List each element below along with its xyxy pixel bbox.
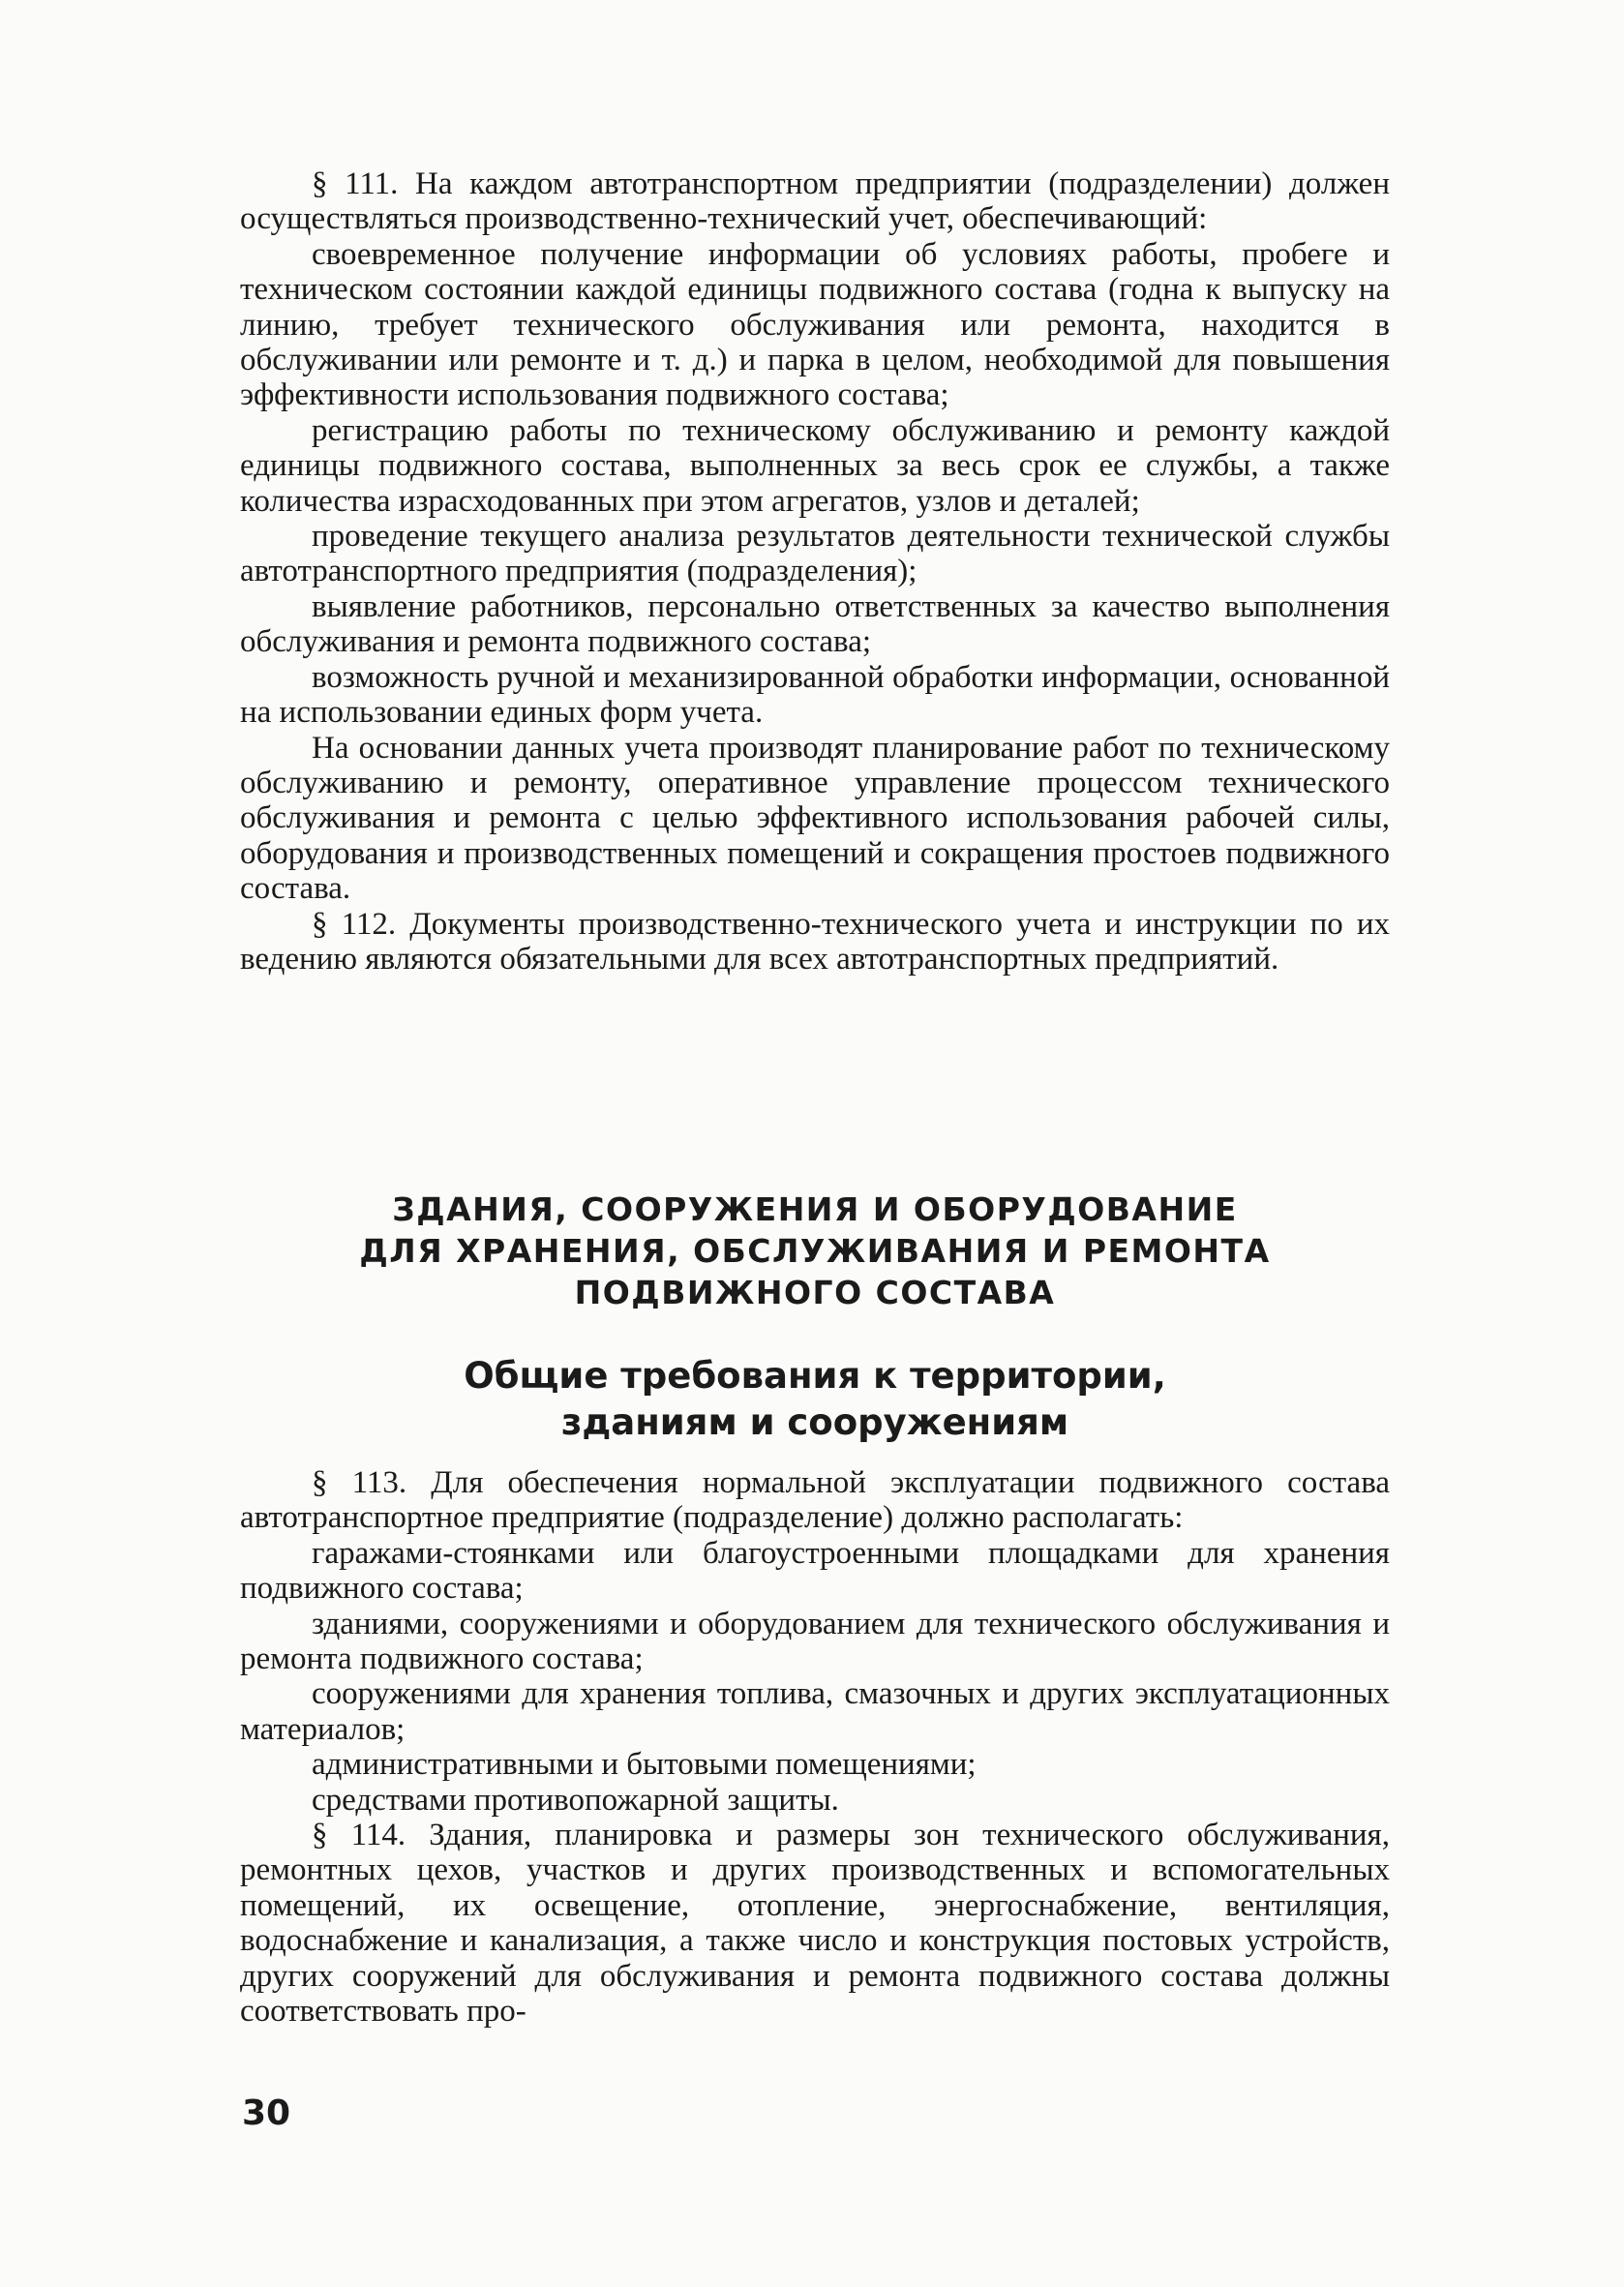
- paragraph: § 114. Здания, планировка и размеры зон технического обслуживания, ремонтных цехов, участков и других производственных и вспомогательных помещений, их освещение, отопление, энергоснабжение, вентиляция, водоснабжение и канализация, а также число и конструкция постовых устройств, других сооружений для обслуживания и ремонта подвижного состава должны соответствовать про-: [240, 1818, 1390, 2030]
- paragraph: § 112. Документы производственно-технического учета и инструкции по их ведению являются обязательными для всех автотранспортных предприятий.: [240, 906, 1390, 977]
- section-heading-line: ДЛЯ ХРАНЕНИЯ, ОБСЛУЖИВАНИЯ И РЕМОНТА: [359, 1232, 1271, 1270]
- sub-heading: [240, 1353, 1390, 1446]
- paragraph: § 113. Для обеспечения нормальной эксплуатации подвижного состава автотранспортное предприятие (подразделение) должно располагать:: [240, 1465, 1390, 1536]
- paragraph: своевременное получение информации об условиях работы, пробеге и техническом состоянии каждой единицы подвижного состава (годна к выпуску на линию, требует технического обслуживания или ремонта, находится в обслуживании или ремонте и т. д.) и парка в целом, необходимой для повышения эффективности использования подвижного состава;: [240, 236, 1390, 413]
- paragraph: зданиями, сооружениями и оборудованием для технического обслуживания и ремонта подвижного состава;: [240, 1606, 1390, 1677]
- paragraph: сооружениями для хранения топлива, смазочных и других эксплуатационных материалов;: [240, 1676, 1390, 1747]
- sub-heading-line: Общие требования к территории,: [464, 1355, 1166, 1397]
- paragraphs-111-112: [240, 166, 1390, 977]
- sub-heading-line: зданиям и сооружениям: [560, 1401, 1069, 1443]
- paragraphs-113-114: [240, 1465, 1390, 2030]
- section-heading-line: ПОДВИЖНОГО СОСТАВА: [574, 1274, 1056, 1311]
- paragraph: выявление работников, персонально ответственных за качество выполнения обслуживания и ремонта подвижного состава;: [240, 588, 1390, 660]
- paragraph: гаражами-стоянками или благоустроенными площадками для хранения подвижного состава;: [240, 1535, 1390, 1607]
- section-heading-line: ЗДАНИЯ, СООРУЖЕНИЯ И ОБОРУДОВАНИЕ: [392, 1190, 1238, 1228]
- page-number: 30: [242, 2093, 291, 2133]
- section-heading: [240, 1189, 1390, 1313]
- paragraph: средствами противопожарной защиты.: [312, 1782, 839, 1818]
- paragraph: проведение текущего анализа результатов деятельности технической службы автотранспортного предприятия (подразделения);: [240, 519, 1390, 589]
- paragraph: административными и бытовыми помещениями;: [312, 1747, 977, 1783]
- paragraph: § 111. На каждом автотранспортном предприятии (подразделении) должен осуществляться производственно-технический учет, обеспечивающий:: [240, 166, 1390, 237]
- paragraph: регистрацию работы по техническому обслуживанию и ремонту каждой единицы подвижного состава, выполненных за весь срок ее службы, а также количества израсходованных при этом агрегатов, узлов и деталей;: [240, 412, 1390, 519]
- paragraph: возможность ручной и механизированной обработки информации, основанной на использовании единых форм учета.: [240, 659, 1390, 731]
- paragraph: На основании данных учета производят планирование работ по техническому обслуживанию и ремонту, оперативное управление процессом технического обслуживания и ремонта с целью эффективного использования рабочей силы, оборудования и производственных помещений и сокращения простоев подвижного состава.: [240, 730, 1390, 907]
